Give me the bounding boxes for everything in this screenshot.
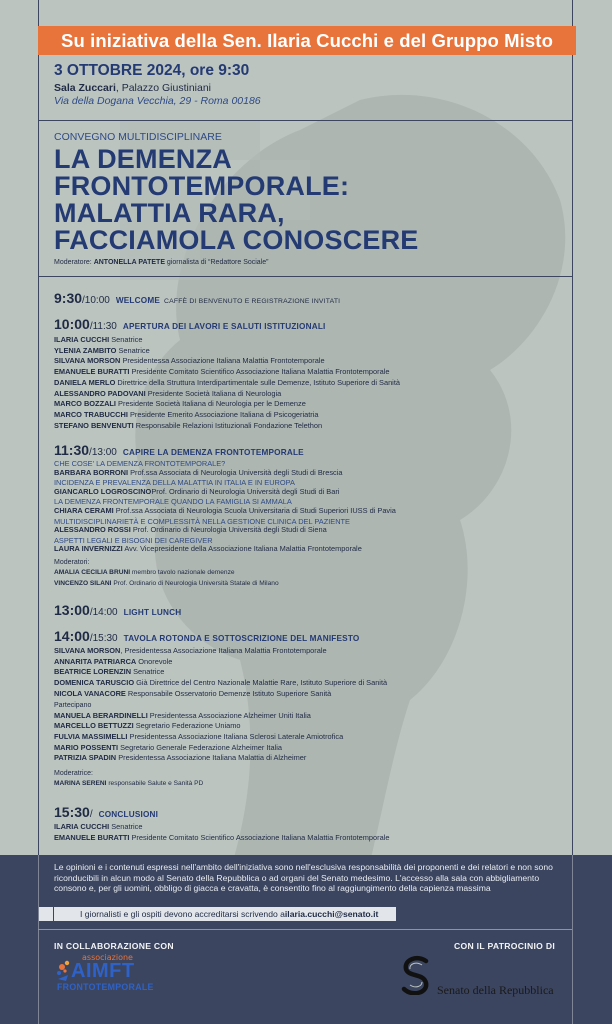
talk-speaker: CHIARA CERAMI Prof.ssa Associata di Neurologia Scuola Universitaria di Studi Superiori IUSS di Pavia [54, 505, 396, 515]
talk-speaker: GIANCARLO LOGROSCINOProf. Ordinario di Neurologia Università degli Studi di Bari [54, 486, 340, 496]
moderator-row: VINCENZO SILANI Prof. Ordinario di Neurologia Università Statale di Milano [54, 580, 279, 588]
event-address: Via della Dogana Vecchia, 29 - Roma 00186 [54, 95, 261, 107]
session-end: /11:30 [89, 321, 117, 332]
speaker-row: ANNARITA PATRIARCA Onorevole [54, 656, 173, 666]
session-title: CAPIRE LA DEMENZA FRONTOTEMPORALE [122, 448, 304, 457]
participant-row: MANUELA BERARDINELLI Presidentessa Associazione Alzheimer Uniti Italia [54, 710, 311, 720]
initiative-banner: Su iniziativa della Sen. Ilaria Cucchi e del Gruppo Misto [38, 26, 576, 55]
moderator-name: ANTONELLA PATETE [93, 259, 165, 266]
participant-row: MARCELLO BETTUZZI Segretario Federazione Uniamo [54, 721, 241, 731]
speaker-row: DANIELA MERLO Direttrice della Struttura Interdipartimentale sulle Demenze, Istituto Superiore di Sanità [54, 377, 400, 387]
moderator-line [54, 259, 268, 266]
venue-room: Sala Zuccari [54, 82, 116, 94]
footer-divider [38, 929, 572, 930]
event-date: 3 OTTOBRE 2024, ore 9:30 [54, 62, 250, 79]
session-start: 13:00 [54, 602, 90, 618]
title-line: LA DEMENZA [54, 144, 232, 174]
senato-name: Senato della Repubblica [437, 983, 554, 997]
talk-topic: LA DEMENZA FRONTEMPORALE QUANDO LA FAMIGLIA SI AMMALA [54, 497, 292, 507]
session-lunch [54, 602, 564, 618]
divider-top [38, 120, 572, 121]
title-line: FRONTOTEMPORALE: [54, 171, 350, 201]
session-understanding [54, 442, 564, 589]
session-title: WELCOME [115, 296, 160, 305]
moderatrice-label: Moderatrice: [54, 770, 93, 778]
session-title: TAVOLA ROTONDA E SOTTOSCRIZIONE DEL MANIFESTO [123, 634, 360, 643]
session-start: 15:30 [54, 804, 90, 820]
talk-speaker: BARBARA BORRONI Prof.ssa Associata di Neurologia Università degli Studi di Brescia [54, 467, 343, 477]
speaker-row: MARCO BOZZALI Presidente Società Italiana di Neurologia per le Demenze [54, 399, 306, 409]
session-round-table [54, 628, 564, 788]
speaker-row: ALESSANDRO PADOVANI Presidente Società Italiana di Neurologia [54, 388, 282, 398]
session-end: /14:00 [89, 607, 118, 618]
session-end: /13:00 [89, 447, 117, 458]
speaker-row: SILVANA MORSON Presidentessa Associazione Italiana Malattia Frontotemporale [54, 356, 325, 366]
moderator-label: Moderatore: [54, 259, 94, 266]
session-end: /10:00 [82, 295, 110, 306]
session-start: 9:30 [54, 290, 83, 306]
title-line: FACCIAMOLA CONOSCERE [54, 225, 419, 255]
session-start: 11:30 [54, 442, 90, 458]
speaker-row: ILARIA CUCCHI Senatrice [54, 822, 143, 831]
senato-emblem-icon [398, 955, 434, 995]
disclaimer-text: Le opinioni e i contenuti espressi nell'ambito dell'iniziativa sono nell'esclusiva responsabilità dei proponenti e dei relatori e non sono riconducibili in alcun modo al Senato della Repubblica o ad organi del Senato medesimo. L'accesso alla sala con abbigliamento consono e, per gli uomini, obbligo di giacca e cravatta, è consentito fino al raggiungimento della capienza massima [54, 862, 553, 894]
accreditation-note [54, 907, 396, 921]
footer-right-line [572, 855, 573, 1024]
participants-label: Partecipano [54, 701, 92, 709]
speaker-row: EMANUELE BURATTI Presidente Comitato Scientifico Associazione Italiana Malattia Frontotemporale [54, 832, 390, 842]
speaker-row: MARCO TRABUCCHI Presidente Emerito Associazione Italiana di Psicogeriatria [54, 409, 319, 419]
session-welcome [54, 290, 564, 306]
moderator-role: giornalista di “Redattore Sociale” [164, 259, 269, 266]
accreditation-text: I giornalisti e gli ospiti devono accreditarsi scrivendo a [80, 909, 285, 919]
session-conclusions [54, 804, 564, 843]
talk-speaker: LAURA INVERNIZZI Avv. Vicepresidente della Associazione Italiana Malattia Frontotemporale [54, 544, 362, 554]
session-start: 10:00 [54, 316, 90, 332]
session-title: CONCLUSIONI [98, 810, 159, 819]
session-title: LIGHT LUNCH [123, 608, 182, 617]
aimft-subtitle: FRONTOTEMPORALE [57, 982, 154, 992]
speaker-row: BEATRICE LORENZIN Senatrice [54, 667, 165, 677]
session-end: /15:30 [89, 633, 118, 644]
title-line: MALATTIA RARA, [54, 198, 285, 228]
footer-left-line [38, 855, 39, 1024]
conference-subtitle: CONVEGNO MULTIDISCIPLINARE [54, 131, 222, 143]
talk-topic: ASPETTI LEGALI E BISOGNI DEI CAREGIVER [54, 535, 213, 545]
talk-topic: MULTIDISCIPLINARIETÀ E COMPLESSITÀ NELLA GESTIONE CLINICA DEL PAZIENTE [54, 516, 350, 526]
talk-speaker: ALESSANDRO ROSSI Prof. Ordinario di Neurologia Università degli Studi di Siena [54, 525, 327, 535]
session-subtitle: CAFFÈ DI BENVENUTO E REGISTRAZIONE INVITATI [164, 298, 341, 305]
venue-building: , Palazzo Giustiniani [115, 82, 212, 94]
accreditation-email[interactable]: ilaria.cucchi@senato.it [284, 909, 379, 919]
divider-program [38, 276, 572, 277]
event-venue [54, 82, 211, 94]
moderators-label: Moderatori: [54, 558, 90, 566]
participant-row: PATRIZIA SPADIN Presidentessa Associazione Italiana Malattia di Alzheimer [54, 753, 307, 763]
moderator-row: AMALIA CECILIA BRUNI membro tavolo nazionale demenze [54, 568, 235, 576]
talk-topic: INCIDENZA E PREVALENZA DELLA MALATTIA IN ITALIA E IN EUROPA [54, 478, 295, 488]
speaker-row: SILVANA MORSON, Presidentessa Associazione Italiana Malattia Frontotemporale [54, 646, 327, 655]
speaker-row: NICOLA VANACORE Responsabile Osservatorio Demenze Istituto Superiore Sanità [54, 688, 332, 698]
participant-row: FULVIA MASSIMELLI Presidentessa Associazione Italiana Sclerosi Laterale Amiotrofica [54, 731, 344, 741]
patronage-label: CON IL PATROCINIO DI [454, 941, 556, 951]
participant-row: MARIO POSSENTI Segretario Generale Federazione Alzheimer Italia [54, 742, 282, 752]
speaker-row: DOMENICA TARUSCIO Già Direttrice del Centro Nazionale Malattie Rare, Istituto Superiore di Sanità [54, 678, 388, 688]
session-title: APERTURA DEI LAVORI E SALUTI ISTITUZIONALI [122, 322, 326, 331]
aimft-association-label: associazione [82, 953, 133, 962]
session-opening [54, 316, 564, 431]
session-end: / [89, 809, 93, 820]
aimft-name: AIMFT [71, 960, 135, 982]
speaker-row: STEFANO BENVENUTI Responsabile Relazioni Istituzionali Fondazione Telethon [54, 420, 323, 430]
conference-title [54, 146, 554, 254]
speaker-row: YLENIA ZAMBITO Senatrice [54, 345, 150, 355]
accreditation-marker [39, 907, 53, 921]
session-start: 14:00 [54, 628, 90, 644]
talk-topic: CHE COSE' LA DEMENZA FRONTOTEMPORALE? [54, 459, 226, 468]
speaker-row: ILARIA CUCCHI Senatrice [54, 335, 143, 344]
speaker-row: EMANUELE BURATTI Presidente Comitato Scientifico Associazione Italiana Malattia Frontotemporale [54, 367, 390, 377]
collaboration-label: IN COLLABORAZIONE CON [54, 941, 174, 951]
moderator-row: MARINA SERENI responsabile Salute e Sanità PD [54, 780, 204, 788]
